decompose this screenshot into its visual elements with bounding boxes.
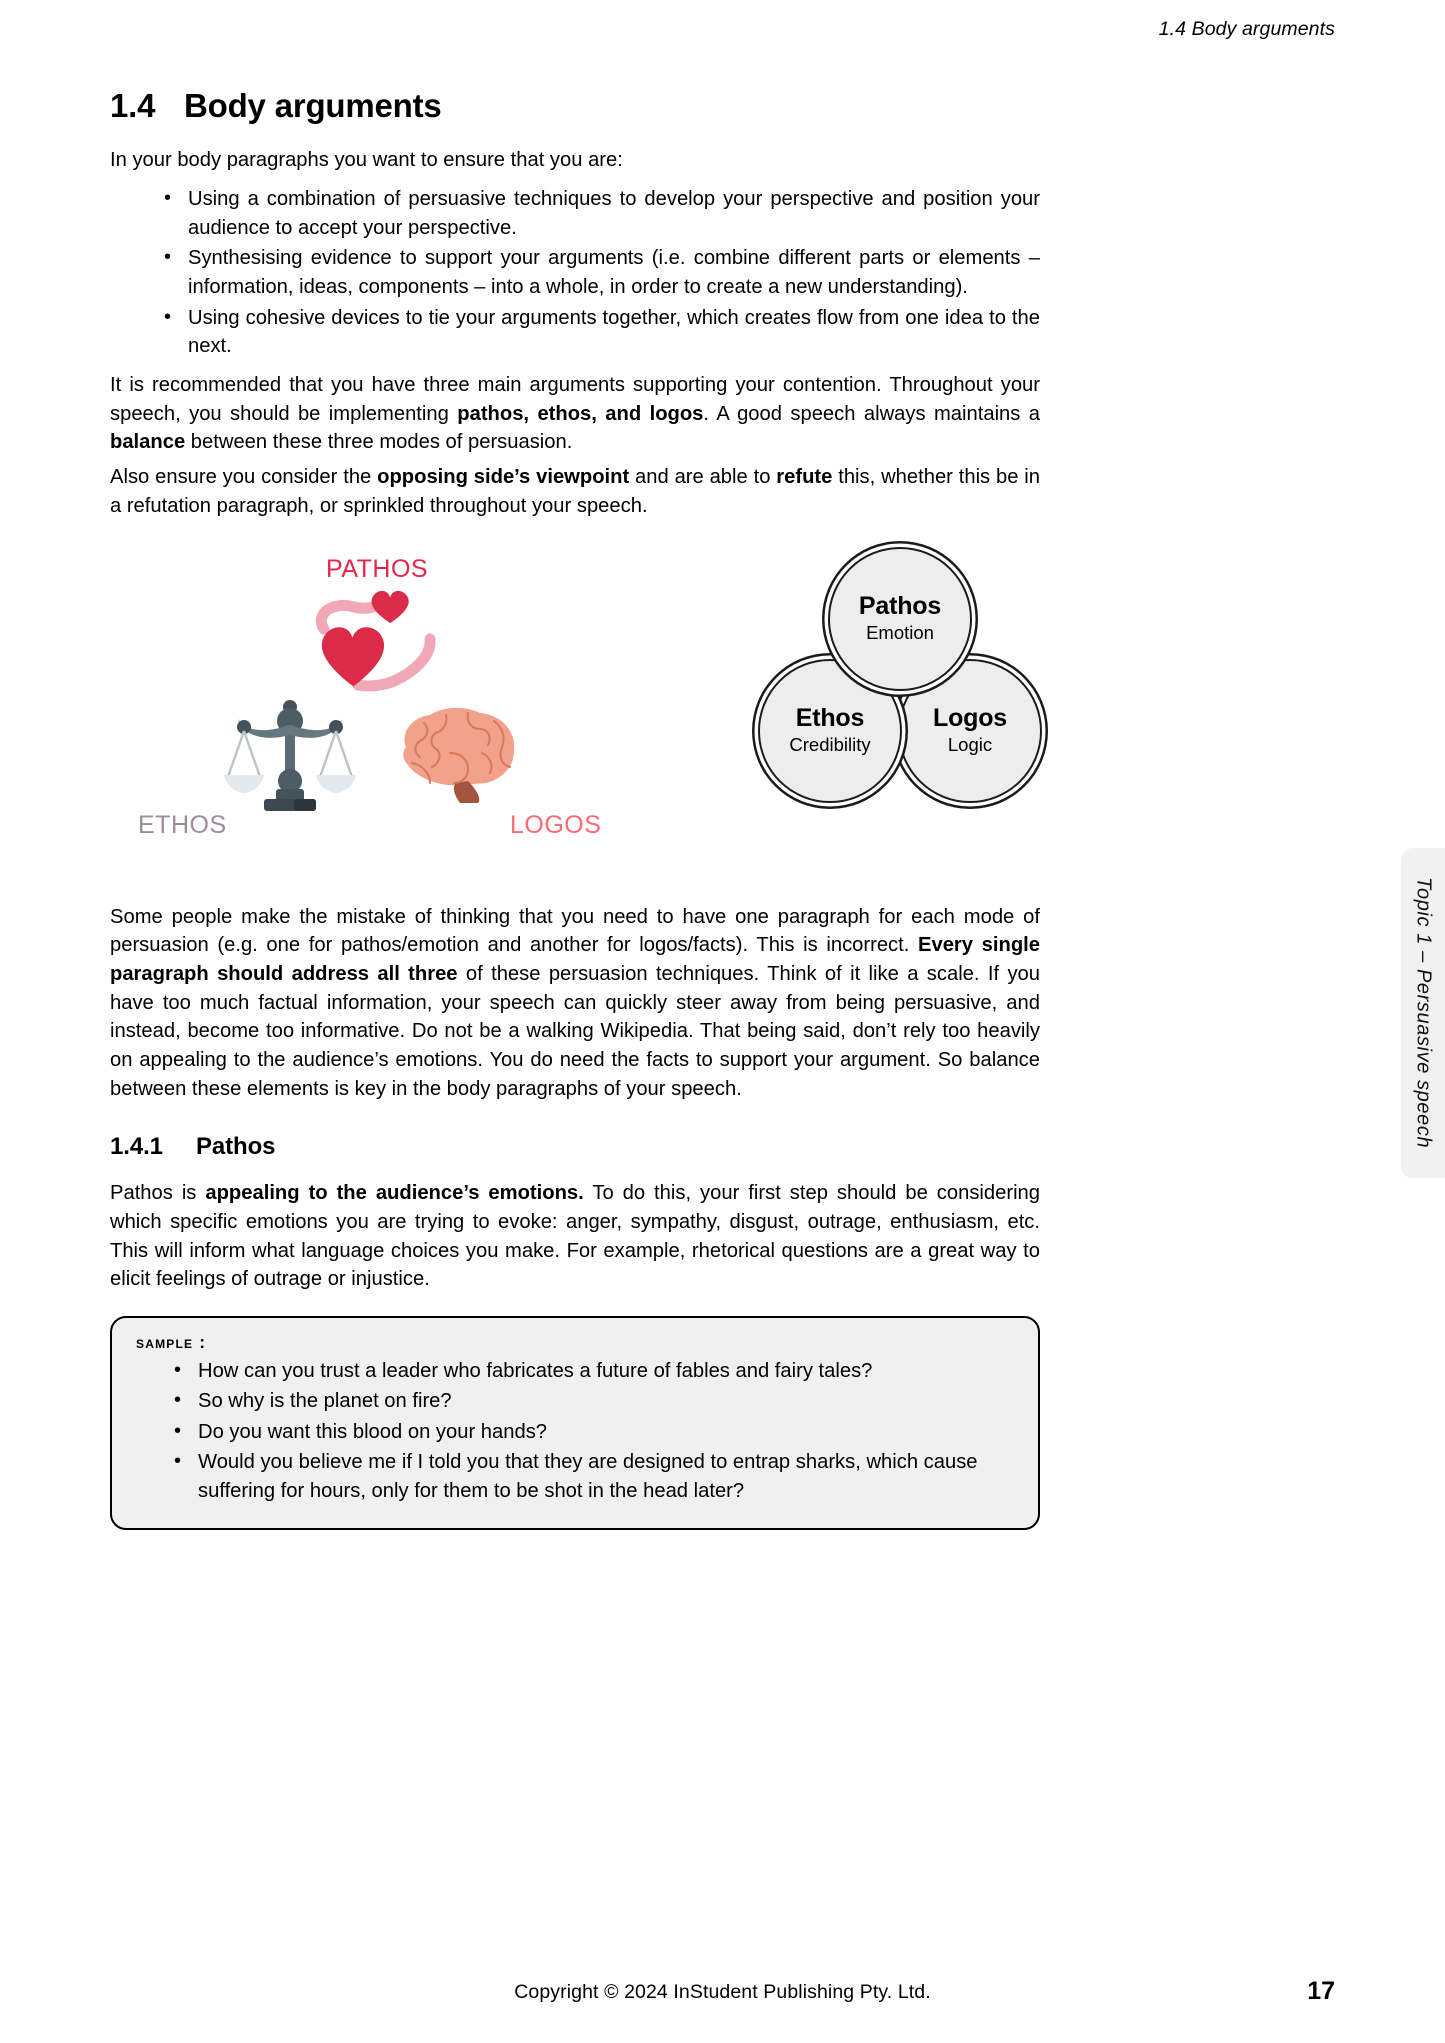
sample-bullet-list [134, 1357, 1016, 1506]
text-run: . A good speech always maintains a [703, 402, 1040, 425]
text-run-bold: opposing side’s viewpoint [377, 466, 630, 489]
text-run: this, whether this be in a refutation paragraph, or sprinkled throughout your speech. [110, 466, 1041, 517]
hearts-icon [308, 587, 438, 695]
subsection-title-text: Pathos [196, 1133, 276, 1161]
text-run-bold: Every single paragraph should address all three [110, 934, 1040, 985]
pathos-paragraph [110, 1179, 1040, 1294]
section-title-text: Body arguments [184, 87, 442, 124]
running-header: 1.4 Body arguments [1158, 18, 1335, 40]
intro-bullet-list [110, 185, 1040, 361]
list-item: • Using cohesive devices to tie your arguments together, which creates flow from one idea to the next. [162, 304, 1040, 361]
venn-circle-subtitle: Logic [947, 734, 993, 756]
page-title [110, 88, 1040, 124]
sample-box-label: sample : [136, 1332, 207, 1353]
venn-circle-subtitle: Credibility [789, 734, 871, 756]
recommended-paragraph [110, 371, 1040, 457]
illustration-label-ethos: ETHOS [138, 810, 227, 839]
section-number: 1.4 [110, 87, 156, 124]
text-run: Also ensure you consider the [110, 466, 378, 489]
scales-icon [220, 695, 360, 813]
intro-paragraph: In your body paragraphs you want to ensure that you are: [110, 149, 623, 172]
text-run-bold: appealing to the audience’s emotions. [205, 1182, 584, 1205]
list-item: • Synthesising evidence to support your arguments (i.e. combine different parts or elements – information, ideas, components – into a whole, in order to create a new understanding). [162, 244, 1040, 301]
text-run: To do this, your first step should be considering which specific emotions you are trying to evoke: anger, sympathy, disgust, outrage, enthusiasm, etc. This will inform what language choices you make. For example, rhetorical questions are a great way to elicit feelings of outrage or injustice. [110, 1182, 1041, 1291]
page-content [110, 88, 1040, 1530]
subsection-title [110, 1133, 1040, 1161]
text-run-bold: pathos, ethos, and logos [457, 402, 704, 425]
text-run: Some people make the mistake of thinking that you need to have one paragraph for each mode of persuasion (e.g. one for pathos/emotion and another for logos/facts). This is incorrect. [110, 905, 1040, 957]
list-item: • Do you want this blood on your hands? [172, 1418, 1016, 1447]
venn-circle-title: Ethos [795, 703, 865, 732]
text-run-bold: balance [110, 431, 186, 454]
topic-side-tab-label: Topic 1 – Persuasive speech [1412, 877, 1435, 1149]
persuasion-venn-diagram [756, 543, 1066, 843]
list-item: • So why is the planet on fire? [172, 1387, 1016, 1416]
venn-circle-title: Pathos [858, 591, 942, 620]
text-run: between these three modes of persuasion. [185, 431, 573, 454]
venn-circle-subtitle: Emotion [866, 622, 934, 644]
topic-side-tab [1401, 848, 1445, 1178]
text-run: It is recommended that you have three main arguments supporting your contention. Throughout your speech, you should be implementing [110, 374, 1040, 425]
text-run: Pathos is [110, 1182, 206, 1205]
persuasion-illustration [128, 555, 608, 865]
text-run-bold: refute [776, 466, 833, 489]
brain-icon [390, 703, 522, 803]
text-run: and are able to [629, 466, 777, 489]
venn-circle-title: Logos [933, 703, 1007, 732]
venn-circle-pathos [828, 547, 972, 691]
illustration-label-logos: LOGOS [510, 810, 602, 839]
page-footer [110, 1977, 1335, 2011]
text-run: of these persuasion techniques. Think of it like a scale. If you have too much factual information, your speech can quickly steer away from being persuasive, and instead, become too informative. Do not be a walking Wikipedia. That being said, don’t rely too heavily on appealing to the audience’s emotions. You do need the facts to support your argument. So balance between these elements is key in the body paragraphs of your speech. [110, 962, 1040, 1100]
footer-copyright: Copyright © 2024 InStudent Publishing Pty. Ltd. [514, 1981, 931, 2003]
subsection-number: 1.4.1 [110, 1133, 163, 1161]
list-item: • Using a combination of persuasive techniques to develop your perspective and position your audience to accept your perspective. [162, 185, 1040, 242]
persuasion-modes-figure [110, 555, 1040, 885]
list-item: • Would you believe me if I told you that they are designed to entrap sharks, which cause suffering for hours, only for them to be shot in the head later? [172, 1448, 1016, 1507]
sample-box [110, 1316, 1040, 1529]
illustration-label-pathos: PATHOS [326, 554, 429, 583]
list-item: • How can you trust a leader who fabricates a future of fables and fairy tales? [172, 1357, 1016, 1386]
some-people-paragraph [110, 903, 1040, 1104]
page-number: 17 [1307, 1977, 1335, 2005]
opposing-paragraph [110, 463, 1040, 520]
